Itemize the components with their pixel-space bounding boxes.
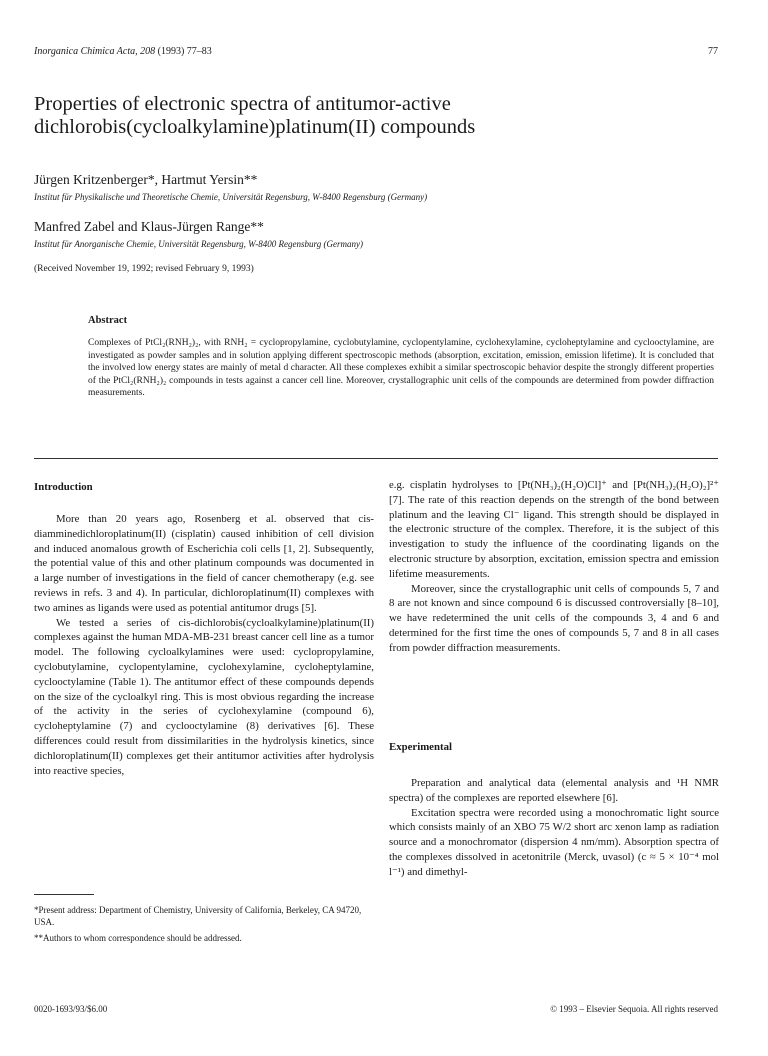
journal-year-pages: (1993) 77–83 — [157, 46, 212, 57]
experimental-paragraph-2: Excitation spectra were recorded using a monochromatic light source which consists mainly of an XBO 75 W/2 short arc xenon lamp as radiation source and a monochromator (dispersion 4 nm/mm). Absorption spectra of the complexes dissolved in acetonitrile (Merck, uvasol) (c ≈ 5 × 10⁻⁴ mol l⁻¹) and dimethyl- — [389, 806, 719, 878]
affiliation-1: Institut für Physikalische und Theoretische Chemie, Universität Regensburg, W-8400 Regensburg (Germany) — [34, 192, 428, 202]
running-header — [34, 46, 212, 57]
authors-group-2: Manfred Zabel and Klaus-Jürgen Range** — [34, 219, 264, 234]
left-column — [34, 512, 374, 778]
paper-title — [34, 93, 734, 139]
introduction-heading: Introduction — [34, 481, 93, 493]
footer-code: 0020-1693/93/$6.00 — [34, 1004, 108, 1014]
footnote-rule — [34, 894, 94, 895]
received-dates: (Received November 19, 1992; revised February 9, 1993) — [34, 264, 254, 274]
footnote-1: *Present address: Department of Chemistry, University of California, Berkeley, CA 94720, USA. — [34, 905, 362, 927]
right-paragraph-1: e.g. cisplatin hydrolyses to [Pt(NH₃)₂(H₂O)Cl]⁺ and [Pt(NH₃)₂(H₂O)₂]²⁺ [7]. The rate of this reaction depends on the strength of the bond between platinum and the leaving Cl⁻ ligand. This strength should be displayed in the electronic structure of the complex. Therefore, it is the subject of this investigation to study the influence of the coordinating ligands on the electronic structure by absorption, excitation, emission spectra and emission lifetime measurements. — [389, 479, 719, 580]
page-number: 77 — [708, 46, 718, 57]
experimental-text — [389, 776, 719, 880]
experimental-paragraph-1: Preparation and analytical data (elemental analysis and ¹H NMR spectra) of the complexes are reported elsewhere [6]. — [389, 777, 719, 804]
footer-copyright: © 1993 – Elsevier Sequoia. All rights reserved — [550, 1004, 718, 1014]
intro-paragraph-1: More than 20 years ago, Rosenberg et al. observed that cis-diamminedichloroplatinum(II) (cisplatin) caused inhibition of cell division and induced anomalous growth of Escherichia coli cells [1, 2]. Subsequently, the potential value of this and other platinum compounds was documented in a large number of investigations in the field of cancer chemotherapy (e.g. see reviews in refs. 3 and 4). In particular, dichloroplatinum(II) complexes with two amines as ligands were used as potential antitumor drugs [5]. — [34, 513, 374, 614]
section-divider — [34, 458, 718, 459]
right-paragraph-2: Moreover, since the crystallographic unit cells of compounds 5, 7 and 8 are not known and since compound 6 is discussed controversially [8–10], we have redetermined the unit cells of the compounds 3, 4 and 6 and determined for the first time the ones of compounds 5, 7 and 8 in all cases from powder diffraction measurements. — [389, 582, 719, 654]
journal-volume: 208 — [140, 46, 156, 57]
authors-group-1: Jürgen Kritzenberger*, Hartmut Yersin** — [34, 172, 258, 187]
abstract-heading: Abstract — [88, 315, 128, 326]
journal-name: Inorganica Chimica Acta, — [34, 46, 138, 57]
footnote-2: **Authors to whom correspondence should be addressed. — [34, 933, 242, 943]
affiliation-2: Institut für Anorganische Chemie, Universität Regensburg, W-8400 Regensburg (Germany) — [34, 239, 363, 249]
intro-paragraph-2: We tested a series of cis-dichlorobis(cycloalkylamine)platinum(II) complexes against the human MDA-MB-231 breast cancer cell line as a tumor model. The following cycloalkylamines were used: cyclopropylamine, cyclobutylamine, cyclopentylamine, cyclohexylamine, cycloheptylamine, cyclooctylamine (Table 1). The antitumor effect of these compounds depends on the size of the cycloalkyl ring. This is most obvious regarding the increase of the activity in the series of cyclohexylamine (compound 6), cycloheptylamine (7) and cyclooctylamine (8) derivatives [6]. These differences could result from dissimilarities in the hydrolysis kinetics, since dichloroplatinum(II) complexes get their antitumor activities after hydrolysis into reactive species, — [34, 616, 374, 777]
title-line-2: dichlorobis(cycloalkylamine)platinum(II) compounds — [34, 116, 476, 138]
title-line-1: Properties of electronic spectra of antitumor-active — [34, 93, 451, 115]
abstract-text: Complexes of PtCl₂(RNH₂)₂, with RNH₂ = cyclopropylamine, cyclobutylamine, cyclopentylamine, cyclohexylamine, cycloheptylamine and cyclooctylamine, are investigated as powder samples and in solution applying different spectroscopic methods (absorption, excitation, emission, emission lifetime). It is concluded that the involved low energy states are mainly of metal d character. All these complexes exhibit a similar spectroscopic behavior despite the strongly different properties of the PtCl₂(RNH₂)₂ compounds in tests against a cancer cell line. Moreover, crystallographic unit cells of the compounds are determined from powder diffraction measurements. — [88, 338, 714, 399]
experimental-heading: Experimental — [389, 741, 452, 753]
right-column — [389, 478, 719, 656]
